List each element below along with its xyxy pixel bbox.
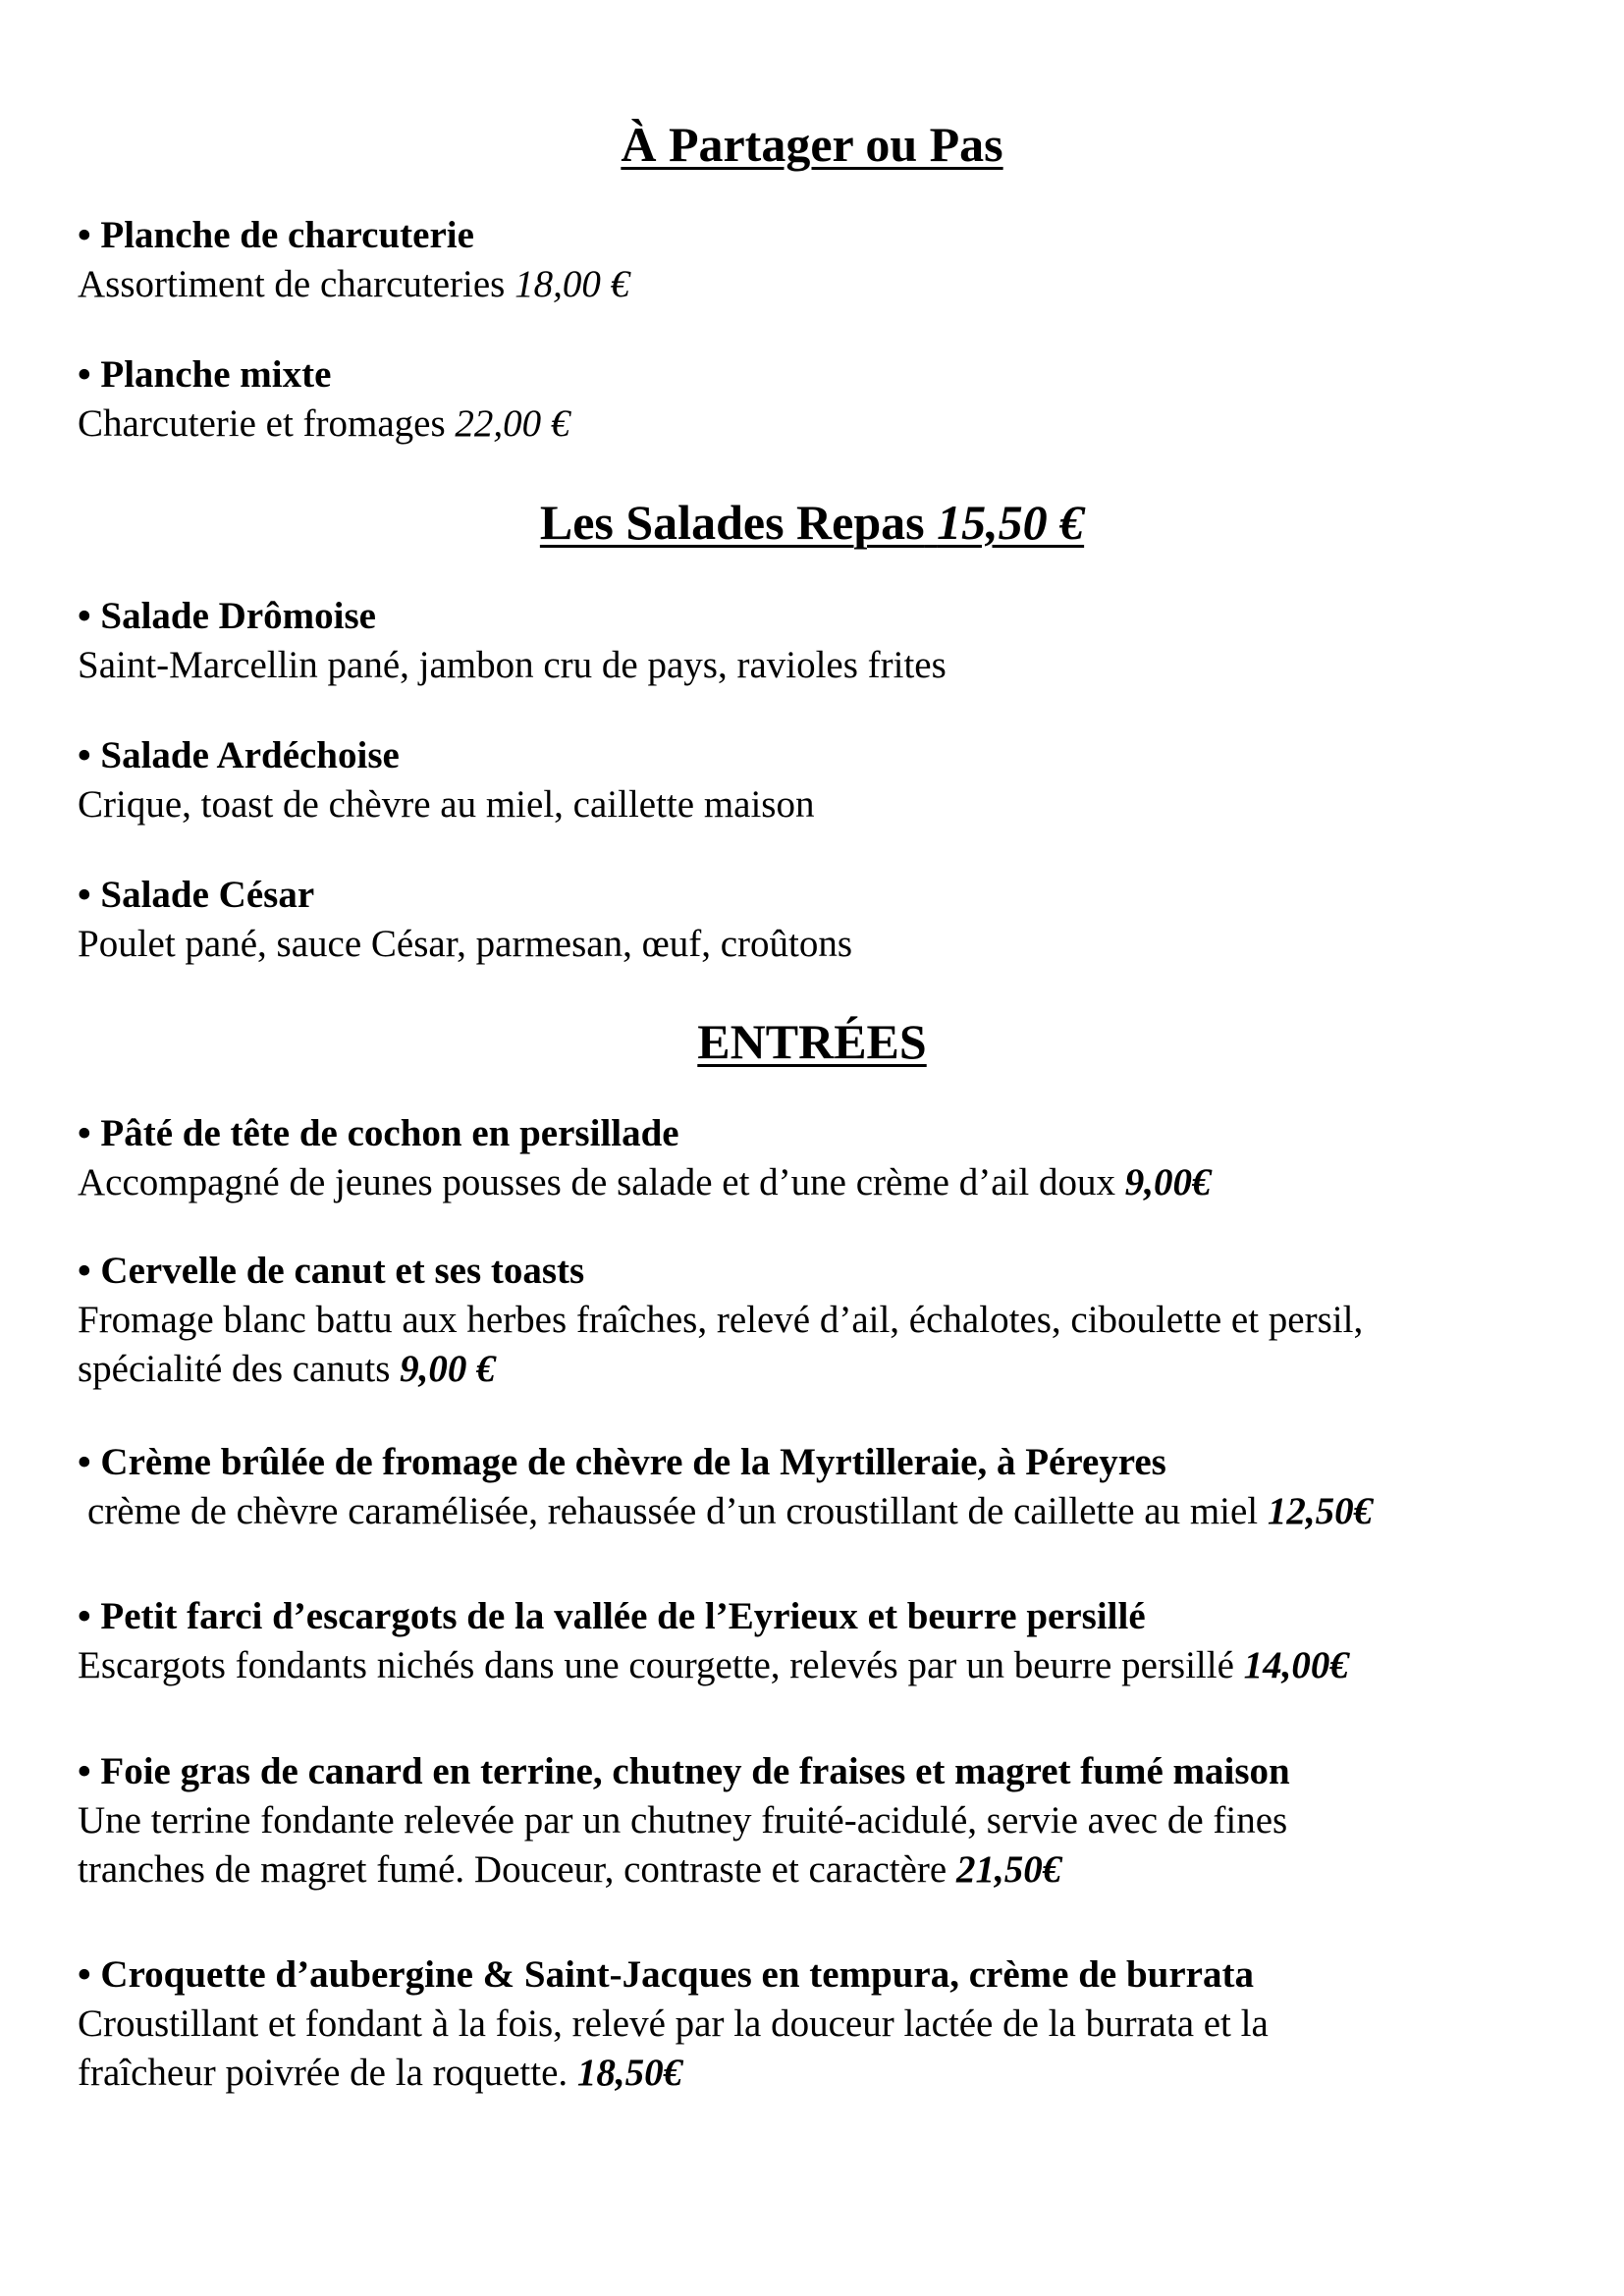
menu-item-creme-brulee-chevre [78,1438,1570,1536]
item-name: • Salade César [78,874,315,916]
item-description-line-2 [78,1845,1570,1895]
item-desc-text: Charcuterie et fromages [78,402,446,445]
item-description-line-1: Fromage blanc battu aux herbes fraîches, relevé d’ail, échalotes, ciboulette et persil, [78,1299,1364,1341]
menu-item-salade-cesar [78,871,1570,969]
menu-item-foie-gras [78,1747,1570,1895]
item-description [78,1158,1570,1207]
item-price: 18,50€ [576,2052,683,2094]
item-desc-text: Assortiment de charcuteries [78,263,506,305]
section-price-salades: 15,50 € [937,495,1085,550]
item-description: Crique, toast de chèvre au miel, caillette maison [78,783,815,826]
item-name: • Salade Drômoise [78,595,376,637]
item-description: Saint-Marcellin pané, jambon cru de pays, ravioles frites [78,644,947,686]
menu-item-cervelle-de-canut [78,1247,1570,1394]
item-name: • Salade Ardéchoise [78,734,400,776]
item-description [78,1641,1570,1690]
item-description: Poulet pané, sauce César, parmesan, œuf, croûtons [78,923,853,965]
item-desc-text: tranches de magret fumé. Douceur, contraste et caractère [78,1848,947,1891]
item-price: 14,00€ [1243,1644,1349,1686]
menu-item-croquette-aubergine [78,1950,1570,2098]
section-title-entrees [0,1013,1624,1070]
item-description-line-2 [78,2049,1570,2098]
item-description [78,1487,1570,1536]
item-description-line-2 [78,1345,1570,1394]
menu-item-pate-de-tete [78,1109,1570,1207]
menu-item-petit-farci-escargots [78,1592,1570,1690]
section-title-salades [0,494,1624,551]
section-title-partager [0,116,1624,173]
item-name: • Planche mixte [78,353,332,396]
item-price: 22,00 € [455,402,570,445]
menu-item-planche-mixte [78,350,1570,449]
item-description-line-1: Croustillant et fondant à la fois, relevé par la douceur lactée de la burrata et la [78,2002,1269,2045]
item-price: 21,50€ [955,1848,1062,1891]
item-description [78,260,1570,309]
menu-item-planche-charcuterie [78,211,1570,309]
item-name: • Crème brûlée de fromage de chèvre de la Myrtilleraie, à Péreyres [78,1441,1166,1483]
item-name: • Pâté de tête de cochon en persillade [78,1112,679,1154]
item-price: 18,00 € [514,263,630,305]
item-description [78,400,1570,449]
item-price: 12,50€ [1267,1490,1374,1532]
item-desc-text: crème de chèvre caramélisée, rehaussée d’un croustillant de caillette au miel [87,1490,1259,1532]
item-desc-text: Escargots fondants nichés dans une courgette, relevés par un beurre persillé [78,1644,1234,1686]
item-name: • Planche de charcuterie [78,214,474,256]
item-name: • Foie gras de canard en terrine, chutney de fraises et magret fumé maison [78,1750,1290,1792]
menu-item-salade-ardechoise [78,731,1570,829]
item-name: • Petit farci d’escargots de la vallée de l’Eyrieux et beurre persillé [78,1595,1146,1637]
section-title-entrees-text: ENTRÉES [697,1014,927,1069]
item-desc-text: Accompagné de jeunes pousses de salade et d’une crème d’ail doux [78,1161,1115,1203]
item-price: 9,00€ [1124,1161,1212,1203]
item-name: • Croquette d’aubergine & Saint-Jacques en tempura, crème de burrata [78,1953,1254,1996]
section-title-salades-text: Les Salades Repas [539,495,925,550]
menu-item-salade-dromoise [78,592,1570,690]
item-price: 9,00 € [400,1348,496,1390]
item-desc-text: fraîcheur poivrée de la roquette. [78,2052,568,2094]
item-description-line-1: Une terrine fondante relevée par un chutney fruité-acidulé, servie avec de fines [78,1799,1288,1842]
section-title-partager-text: À Partager ou Pas [621,117,1003,172]
item-desc-text: spécialité des canuts [78,1348,391,1390]
item-name: • Cervelle de canut et ses toasts [78,1250,585,1292]
